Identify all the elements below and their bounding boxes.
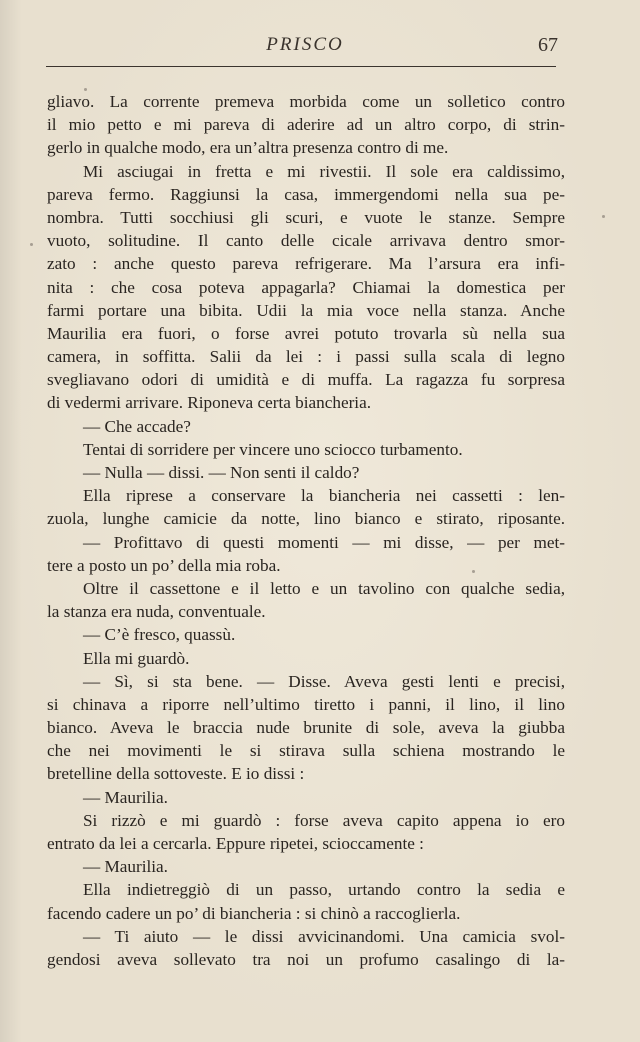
paper-speck [84, 88, 87, 91]
text-line: bianco. Aveva le braccia nude brunite di sole, aveva la giubba [47, 718, 565, 738]
body-text [47, 90, 565, 971]
text-line: nita : che cosa poteva appagarla? Chiamai la domestica per [47, 277, 565, 297]
text-line: Ella indietreggiò di un passo, urtando contro la sedia e [83, 880, 565, 900]
text-line: svegliavano odori di umidità e di muffa. La ragazza fu sorpresa [47, 370, 565, 390]
running-title: PRISCO [266, 34, 344, 55]
text-line: — Maurilia. [83, 787, 168, 807]
page-header [46, 34, 564, 62]
text-line: tere a posto un po’ della mia roba. [47, 555, 281, 575]
text-line: nombra. Tutti socchiusi gli scuri, e vuote le stanze. Sempre [47, 207, 565, 227]
text-line: zuola, lunghe camicie da notte, lino bianco e stirato, riposante. [47, 509, 565, 529]
text-line: il mio petto e mi pareva di aderire ad un altro corpo, di strin- [47, 115, 565, 135]
text-line: Maurilia era fuori, o forse avrei potuto trovarla sù nella sua [47, 323, 565, 343]
text-line: Oltre il cassettone e il letto e un tavolino con qualche sedia, [83, 578, 565, 598]
text-line: — Maurilia. [83, 857, 168, 877]
text-line: — Che accade? [83, 416, 191, 436]
text-line: — C’è fresco, quassù. [83, 625, 236, 645]
text-line: bretelline della sottoveste. E io dissi : [47, 764, 305, 784]
header-rule [46, 66, 556, 67]
text-line: che nei movimenti le si stirava sulla schiena mostrando le [47, 741, 565, 761]
text-line: Ella mi guardò. [83, 648, 190, 668]
text-line: gerlo in qualche modo, era un’altra presenza contro di me. [47, 138, 449, 158]
page-number: 67 [538, 34, 558, 56]
text-line: camera, in soffitta. Salii da lei : i passi sulla scala di legno [47, 347, 565, 367]
text-line: — Nulla — dissi. — Non senti il caldo? [83, 463, 360, 482]
text-line: facendo cadere un po’ di biancheria : si chinò a raccoglierla. [47, 903, 461, 923]
text-line: si chinava a riporre nell’ultimo tiretto i panni, il lino, il lino [47, 694, 565, 714]
text-line: la stanza era nuda, conventuale. [47, 602, 266, 622]
text-line: pareva fermo. Raggiunsi la casa, immergendomi nella sua pe- [47, 184, 565, 204]
text-line: Mi asciugai in fretta e mi rivestii. Il sole era caldissimo, [83, 161, 565, 181]
paper-speck [472, 570, 475, 573]
text-line: vuoto, solitudine. Il canto delle cicale arrivava dentro smor- [47, 231, 565, 251]
text-line: di vedermi arrivare. Riponeva certa biancheria. [47, 393, 372, 413]
text-line: — Ti aiuto — le dissi avvicinandomi. Una camicia svol- [83, 926, 565, 946]
paper-speck [30, 243, 33, 246]
text-line: Ella riprese a conservare la biancheria nei cassetti : len- [83, 486, 565, 506]
text-line: — Sì, si sta bene. — Disse. Aveva gesti lenti e precisi, [83, 671, 565, 691]
text-line: — Profittavo di questi momenti — mi disse, — per met- [83, 532, 565, 552]
text-line: zato : anche questo pareva refrigerare. Ma l’arsura era infi- [47, 254, 565, 274]
text-line: Tentai di sorridere per vincere uno sciocco turbamento. [83, 439, 463, 459]
paper-speck [602, 215, 605, 218]
text-line: Si rizzò e mi guardò : forse aveva capito appena io ero [83, 810, 565, 830]
text-line: entrato da lei a cercarla. Eppure ripetei, scioccamente : [47, 834, 424, 853]
text-line: gliavo. La corrente premeva morbida come un solletico contro [47, 92, 565, 111]
text-line: gendosi aveva sollevato tra noi un profumo casalingo di la- [47, 949, 565, 969]
text-line: farmi portare una bibita. Udii la mia voce nella stanza. Anche [47, 300, 565, 320]
